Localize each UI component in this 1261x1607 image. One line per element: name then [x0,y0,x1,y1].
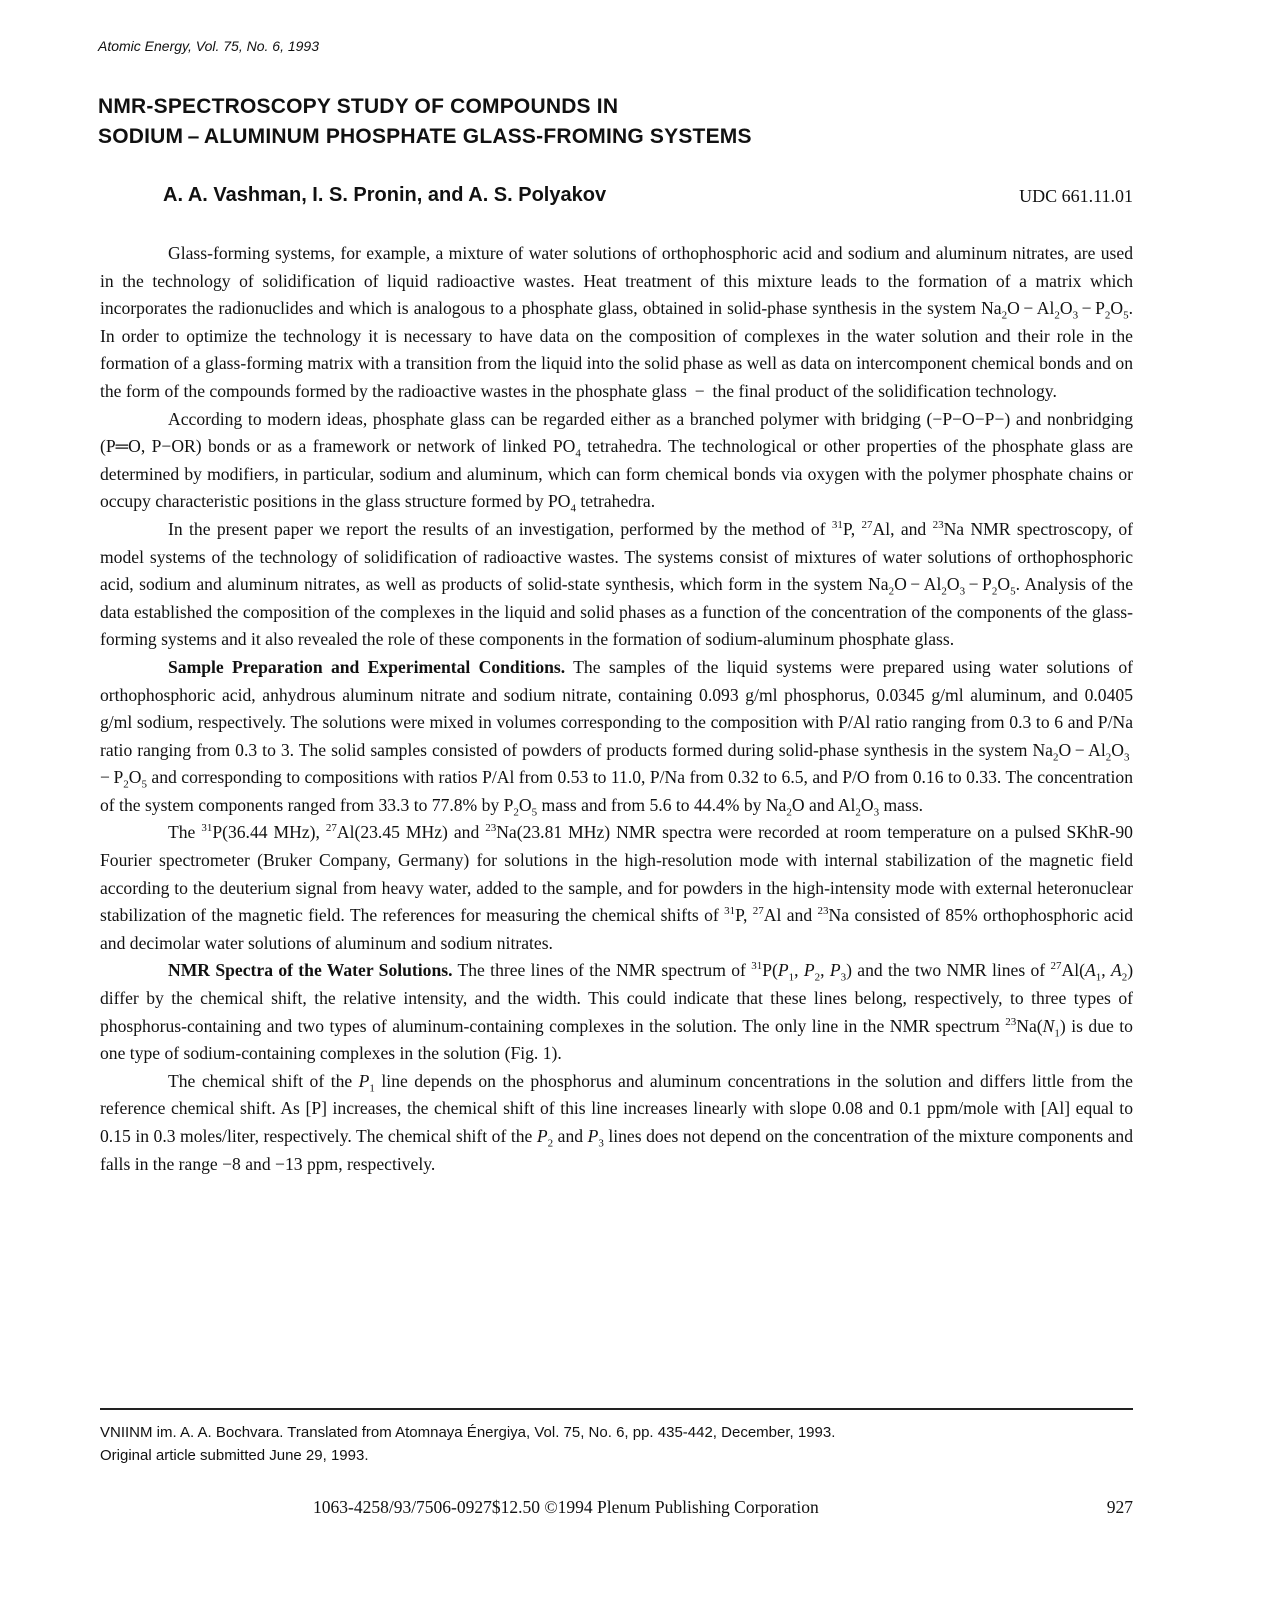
paragraph-4: Sample Preparation and Experimental Conditions. The samples of the liquid systems were prepared using water solutions of orthophosphoric acid, anhydrous aluminum nitrate and sodium nitrate, containing 0.093 g/ml phosphorus, 0.0345 g/ml aluminum, and 0.0405 g/ml sodium, respectively. The solutions were mixed in volumes corresponding to the composition with P/Al ratio ranging from 0.3 to 6 and P/Na ratio ranging from 0.3 to 3. The solid samples consisted of powders of products formed during solid-phase synthesis in the system $Na_2O - Al_2O_3 - P_2O_5$ and corresponding to compositions with ratios P/Al from 0.53 to 11.0, P/Na from 0.32 to 6.5, and P/O from 0.16 to 0.33. The concentration of the system components ranged from 33.3 to 77.8% by $P_2O_5$ mass and from 5.6 to 44.4% by $Na_2O$ and $Al_2O_3$ mass. [100,656,1133,819]
paragraph-2: According to modern ideas, phosphate glass can be regarded either as a branched polymer with bridging (−P−O−P−) and nonbridging (P═O, P−OR) bonds or as a framework or network of linked $PO_4$ tetrahedra. The technological or other properties of the phosphate glass are determined by modifiers, in particular, sodium and aluminum, which can form chemical bonds via oxygen with the polymer phosphate chains or occupy characteristic positions in the glass structure formed by $PO_4$ tetrahedra. [100,408,1133,515]
paragraph-7: The chemical shift of the $P_1$ line depends on the phosphorus and aluminum concentrations in the solution and differs little from the reference chemical shift. As [P] increases, the chemical shift of this line increases linearly with slope 0.08 and 0.1 ppm/mole with [Al] equal to 0.15 in 0.3 moles/liter, respectively. The chemical shift of the $P_2$ and $P_3$ lines does not depend on the concentration of the mixture components and falls in the range −8 and −13 ppm, respectively. [100,1070,1133,1174]
footnote-line-1: VNIINM im. A. A. Bochvara. Translated from Atomnaya Énergiya, Vol. 75, No. 6, pp. 435-442, December, 1993. [100,1424,836,1441]
footnote [100,1421,1140,1467]
footnote-divider [100,1408,1133,1410]
page-number: 927 [1106,1497,1133,1517]
udc-code: UDC 661.11.01 [1019,186,1133,206]
publisher-code: 1063-4258/93/7506-0927$12.50 ©1994 Plenum Publishing Corporation [313,1497,819,1517]
section-heading-nmr-spectra: NMR Spectra of the Water Solutions. [168,960,453,981]
paragraph-6: NMR Spectra of the Water Solutions. The three lines of the NMR spectrum of $^{31}P(P_1$, $P_2$, $P_3$) and the two NMR lines of $^{27}Al(A_1$, $A_2$) differ by the chemical shift, the relative intensity, and the width. This could indicate that these lines belong, respectively, to three types of phosphorus-containing and two types of aluminum-containing complexes in the solution. The only line in the NMR spectrum $^{23}Na(N_1)$ is due to one type of sodium-containing complexes in the solution (Fig. 1). [100,960,1134,1064]
paragraph-1: Glass-forming systems, for example, a mixture of water solutions of orthophosphoric acid and sodium and aluminum nitrates, are used in the technology of solidification of liquid radioactive wastes. Heat treatment of this mixture leads to the formation of a matrix which incorporates the radionuclides and which is analogous to a phosphate glass, obtained in solid-phase synthesis in the system $Na_2O - Al_2O_3 - P_2O_5$. In order to optimize the technology it is necessary to have data on the composition of complexes in the water solution and their role in the formation of a glass-forming matrix with a transition from the liquid into the solid phase as well as data on intercomponent chemical bonds and on the form of the compounds formed by the radioactive wastes in the phosphate glass − the final product of the solidification technology. [100,243,1133,401]
article-title [98,92,752,152]
authors: A. A. Vashman, I. S. Pronin, and A. S. Polyakov [163,184,607,206]
paragraph-3: In the present paper we report the results of an investigation, performed by the method of $^{31}$P, $^{27}$Al, and $^{23}$Na NMR spectroscopy, of model systems of the technology of solidification of radioactive wastes. The systems consist of mixtures of water solutions of orthophosphoric acid, sodium and aluminum nitrates, as well as products of solid-state synthesis, which form in the system $Na_2O - Al_2O_3 - P_2O_5$. Analysis of the data established the composition of the complexes in the liquid and solid phases as a function of the concentration of the components of the glass-forming systems and it also revealed the role of these components in the formation of sodium-aluminum phosphate glass. [100,518,1134,650]
journal-citation: Atomic Energy, Vol. 75, No. 6, 1993 [98,38,320,54]
title-line-1: NMR-SPECTROSCOPY STUDY OF COMPOUNDS IN [98,95,619,118]
section-heading-sample-preparation: Sample Preparation and Experimental Conditions. [168,656,566,677]
footnote-line-2: Original article submitted June 29, 1993. [100,1447,369,1464]
paragraph-5: The $^{31}$P(36.44 MHz), $^{27}$Al(23.45 MHz) and $^{23}$Na(23.81 MHz) NMR spectra were recorded at room temperature on a pulsed SKhR-90 Fourier spectrometer (Bruker Company, Germany) for solutions in the high-resolution mode with internal stabilization of the magnetic field according to the deuterium signal from heavy water, added to the sample, and for powders in the high-intensity mode with external heteronuclear stabilization of the magnetic field. The references for measuring the chemical shifts of $^{31}$P, $^{27}$Al and $^{23}$Na consisted of 85% orthophosphoric acid and decimolar water solutions of aluminum and sodium nitrates. [100,822,1133,953]
article-body [100,240,1133,1178]
title-line-2: SODIUM – ALUMINUM PHOSPHATE GLASS-FROMING SYSTEMS [98,125,752,148]
